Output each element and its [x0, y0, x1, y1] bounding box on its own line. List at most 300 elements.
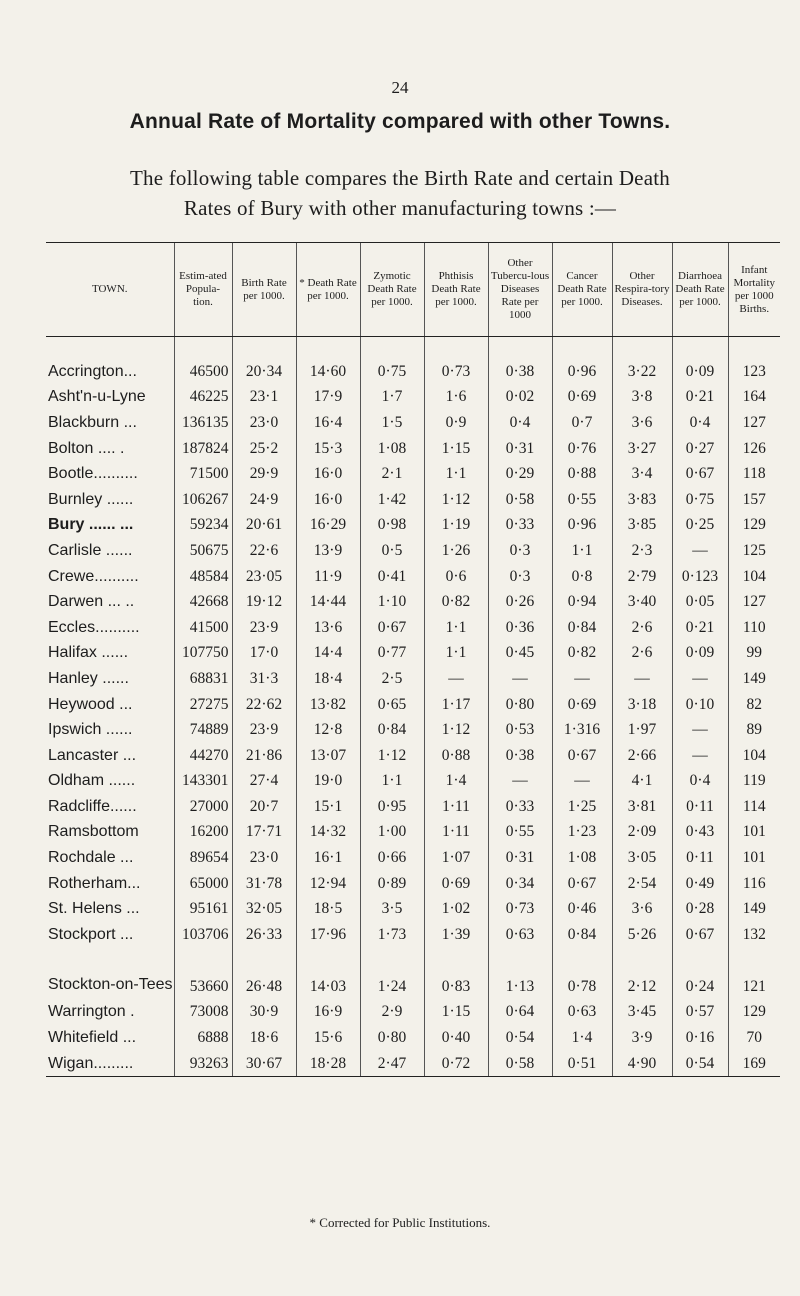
cell-other-tuberculous: 0·33 — [488, 794, 552, 820]
cell-birth-rate: 22·6 — [232, 538, 296, 564]
cell-birth-rate: 20·7 — [232, 794, 296, 820]
cell-cancer: 0·51 — [552, 1051, 612, 1077]
cell-zymotic: 0·89 — [360, 871, 424, 897]
table-row — [46, 461, 780, 487]
cell-phthisis: 0·88 — [424, 743, 488, 769]
cell-infant-mortality: 126 — [728, 436, 780, 462]
col-header-cancer: Cancer Death Rate per 1000. — [552, 243, 612, 337]
cell-infant-mortality: 149 — [728, 666, 780, 692]
cell-phthisis: — — [424, 666, 488, 692]
cell-population: 93263 — [174, 1051, 232, 1077]
cell-cancer: 1·1 — [552, 538, 612, 564]
cell-population: 74889 — [174, 717, 232, 743]
cell-diarrhoea: 0·67 — [672, 922, 728, 948]
cell-zymotic: 1·12 — [360, 743, 424, 769]
cell-cancer: 0·96 — [552, 359, 612, 385]
cell-birth-rate: 24·9 — [232, 487, 296, 513]
cell-other-tuberculous: 0·45 — [488, 641, 552, 667]
cell-phthisis: 0·73 — [424, 359, 488, 385]
cell-town: Blackburn ... — [48, 413, 137, 431]
cell-town: Whitefield ... — [48, 1029, 137, 1047]
cell-diarrhoea: 0·25 — [672, 513, 728, 539]
cell-diarrhoea: 0·4 — [672, 410, 728, 436]
table-row — [46, 820, 780, 846]
table-header-row — [46, 243, 780, 337]
cell-infant-mortality: 121 — [728, 948, 780, 1000]
cell-population: 16200 — [174, 820, 232, 846]
cell-death-rate: 17·9 — [296, 385, 360, 411]
cell-diarrhoea: 0·21 — [672, 385, 728, 411]
cell-population: 68831 — [174, 666, 232, 692]
cell-death-rate: 17·96 — [296, 922, 360, 948]
table-row — [46, 717, 780, 743]
cell-death-rate: 18·4 — [296, 666, 360, 692]
cell-phthisis: 0·6 — [424, 564, 488, 590]
cell-birth-rate: 23·9 — [232, 615, 296, 641]
cell-other-tuberculous: 0·63 — [488, 922, 552, 948]
cell-infant-mortality: 127 — [728, 589, 780, 615]
cell-phthisis: 1·4 — [424, 769, 488, 795]
cell-cancer: 0·69 — [552, 692, 612, 718]
cell-population: 187824 — [174, 436, 232, 462]
cell-infant-mortality: 104 — [728, 564, 780, 590]
cell-death-rate: 18·5 — [296, 896, 360, 922]
cell-zymotic: 2·5 — [360, 666, 424, 692]
cell-death-rate: 15·6 — [296, 1025, 360, 1051]
cell-birth-rate: 22·62 — [232, 692, 296, 718]
cell-birth-rate: 32·05 — [232, 896, 296, 922]
table-row — [46, 513, 780, 539]
table-row — [46, 385, 780, 411]
cell-infant-mortality: 169 — [728, 1051, 780, 1077]
cell-phthisis: 1·15 — [424, 1000, 488, 1026]
cell-population: 103706 — [174, 922, 232, 948]
cell-birth-rate: 18·6 — [232, 1025, 296, 1051]
cell-town: Hanley ...... — [48, 669, 129, 687]
col-header-death-rate: * Death Rate per 1000. — [296, 243, 360, 337]
cell-respiratory: 2·3 — [612, 538, 672, 564]
cell-town: Bury ...... ... — [48, 516, 134, 534]
cell-birth-rate: 30·67 — [232, 1051, 296, 1077]
table-row — [46, 1051, 780, 1077]
cell-other-tuberculous: 0·54 — [488, 1025, 552, 1051]
cell-other-tuberculous: 0·31 — [488, 436, 552, 462]
cell-zymotic: 0·5 — [360, 538, 424, 564]
cell-other-tuberculous: 0·58 — [488, 487, 552, 513]
cell-phthisis: 0·40 — [424, 1025, 488, 1051]
cell-diarrhoea: 0·57 — [672, 1000, 728, 1026]
cell-population: 27000 — [174, 794, 232, 820]
table-row — [46, 845, 780, 871]
cell-phthisis: 1·1 — [424, 461, 488, 487]
cell-zymotic: 2·9 — [360, 1000, 424, 1026]
cell-cancer: 1·23 — [552, 820, 612, 846]
cell-zymotic: 0·80 — [360, 1025, 424, 1051]
col-header-town: TOWN. — [46, 243, 174, 337]
cell-respiratory: 4·1 — [612, 769, 672, 795]
cell-death-rate: 16·4 — [296, 410, 360, 436]
cell-population: 46225 — [174, 385, 232, 411]
cell-population: 27275 — [174, 692, 232, 718]
cell-phthisis: 0·82 — [424, 589, 488, 615]
cell-cancer: 0·84 — [552, 615, 612, 641]
cell-respiratory: 4·90 — [612, 1051, 672, 1077]
table-row — [46, 871, 780, 897]
cell-birth-rate: 31·3 — [232, 666, 296, 692]
table-row — [46, 743, 780, 769]
cell-town: Carlisle ...... — [48, 541, 133, 559]
cell-infant-mortality: 149 — [728, 896, 780, 922]
cell-other-tuberculous: 0·29 — [488, 461, 552, 487]
cell-respiratory: 3·45 — [612, 1000, 672, 1026]
cell-infant-mortality: 114 — [728, 794, 780, 820]
cell-other-tuberculous: 0·4 — [488, 410, 552, 436]
cell-death-rate: 14·44 — [296, 589, 360, 615]
cell-diarrhoea: 0·05 — [672, 589, 728, 615]
cell-cancer: 0·7 — [552, 410, 612, 436]
cell-diarrhoea: 0·54 — [672, 1051, 728, 1077]
col-header-respiratory: Other Respira-tory Diseases. — [612, 243, 672, 337]
cell-respiratory: 3·05 — [612, 845, 672, 871]
cell-zymotic: 1·73 — [360, 922, 424, 948]
col-header-zymotic: Zymotic Death Rate per 1000. — [360, 243, 424, 337]
cell-phthisis: 0·69 — [424, 871, 488, 897]
table-row — [46, 615, 780, 641]
table-row — [46, 564, 780, 590]
cell-cancer: 0·67 — [552, 743, 612, 769]
cell-respiratory: 2·79 — [612, 564, 672, 590]
cell-population: 71500 — [174, 461, 232, 487]
cell-cancer: — — [552, 666, 612, 692]
cell-other-tuberculous: 0·31 — [488, 845, 552, 871]
cell-other-tuberculous: 0·3 — [488, 538, 552, 564]
cell-diarrhoea: 0·75 — [672, 487, 728, 513]
cell-infant-mortality: 123 — [728, 359, 780, 385]
cell-population: 73008 — [174, 1000, 232, 1026]
cell-death-rate: 14·03 — [296, 948, 360, 1000]
cell-cancer: 0·96 — [552, 513, 612, 539]
cell-cancer: 1·316 — [552, 717, 612, 743]
cell-death-rate: 13·9 — [296, 538, 360, 564]
cell-diarrhoea: — — [672, 538, 728, 564]
cell-diarrhoea: 0·21 — [672, 615, 728, 641]
cell-other-tuberculous: 0·36 — [488, 615, 552, 641]
intro-line-1: The following table compares the Birth Rate and certain Death — [130, 166, 670, 190]
cell-death-rate: 15·1 — [296, 794, 360, 820]
cell-other-tuberculous: 0·34 — [488, 871, 552, 897]
cell-infant-mortality: 129 — [728, 1000, 780, 1026]
cell-death-rate: 14·4 — [296, 641, 360, 667]
cell-death-rate: 14·60 — [296, 359, 360, 385]
cell-birth-rate: 23·0 — [232, 845, 296, 871]
cell-other-tuberculous: 0·38 — [488, 743, 552, 769]
cell-town: Ramsbottom — [48, 823, 139, 841]
cell-diarrhoea: 0·10 — [672, 692, 728, 718]
cell-town: Burnley ...... — [48, 490, 134, 508]
cell-other-tuberculous: 1·13 — [488, 948, 552, 1000]
cell-town: Accrington... — [48, 362, 137, 380]
cell-town: Asht'n-u-Lyne — [48, 388, 146, 406]
cell-respiratory: 3·8 — [612, 385, 672, 411]
cell-town: Rotherham... — [48, 874, 141, 892]
cell-town: Bootle.......... — [48, 465, 138, 483]
cell-population: 44270 — [174, 743, 232, 769]
cell-population: 106267 — [174, 487, 232, 513]
cell-diarrhoea: 0·16 — [672, 1025, 728, 1051]
cell-respiratory: 3·81 — [612, 794, 672, 820]
footnote: * Corrected for Public Institutions. — [309, 1215, 491, 1230]
col-header-diarrhoea: Diarrhoea Death Rate per 1000. — [672, 243, 728, 337]
cell-phthisis: 1·11 — [424, 820, 488, 846]
table-row — [46, 589, 780, 615]
cell-birth-rate: 30·9 — [232, 1000, 296, 1026]
cell-phthisis: 0·9 — [424, 410, 488, 436]
cell-infant-mortality: 157 — [728, 487, 780, 513]
table-row — [46, 410, 780, 436]
cell-zymotic: 2·1 — [360, 461, 424, 487]
cell-diarrhoea: 0·28 — [672, 896, 728, 922]
cell-other-tuberculous: — — [488, 666, 552, 692]
cell-cancer: 0·8 — [552, 564, 612, 590]
cell-town: Warrington . — [48, 1003, 135, 1021]
table-row — [46, 641, 780, 667]
cell-cancer: 0·69 — [552, 385, 612, 411]
cell-phthisis: 0·72 — [424, 1051, 488, 1077]
spacer-row — [46, 337, 780, 360]
cell-population: 53660 — [174, 948, 232, 1000]
cell-population: 136135 — [174, 410, 232, 436]
cell-cancer: 1·08 — [552, 845, 612, 871]
cell-zymotic: 0·41 — [360, 564, 424, 590]
table-row — [46, 487, 780, 513]
cell-infant-mortality: 127 — [728, 410, 780, 436]
cell-phthisis: 1·15 — [424, 436, 488, 462]
cell-death-rate: 14·32 — [296, 820, 360, 846]
cell-infant-mortality: 82 — [728, 692, 780, 718]
table-row — [46, 1025, 780, 1051]
cell-cancer: — — [552, 769, 612, 795]
cell-respiratory: 1·97 — [612, 717, 672, 743]
cell-death-rate: 13·6 — [296, 615, 360, 641]
cell-birth-rate: 23·05 — [232, 564, 296, 590]
cell-diarrhoea: 0·11 — [672, 794, 728, 820]
cell-death-rate: 13·07 — [296, 743, 360, 769]
cell-zymotic: 0·65 — [360, 692, 424, 718]
cell-zymotic: 0·67 — [360, 615, 424, 641]
cell-cancer: 0·55 — [552, 487, 612, 513]
cell-birth-rate: 25·2 — [232, 436, 296, 462]
cell-death-rate: 13·82 — [296, 692, 360, 718]
cell-other-tuberculous: 0·64 — [488, 1000, 552, 1026]
cell-other-tuberculous: 0·38 — [488, 359, 552, 385]
cell-infant-mortality: 129 — [728, 513, 780, 539]
cell-zymotic: 1·5 — [360, 410, 424, 436]
cell-cancer: 0·67 — [552, 871, 612, 897]
cell-infant-mortality: 70 — [728, 1025, 780, 1051]
cell-zymotic: 2·47 — [360, 1051, 424, 1077]
cell-phthisis: 1·07 — [424, 845, 488, 871]
cell-birth-rate: 27·4 — [232, 769, 296, 795]
cell-death-rate: 11·9 — [296, 564, 360, 590]
cell-other-tuberculous: 0·3 — [488, 564, 552, 590]
cell-population: 95161 — [174, 896, 232, 922]
cell-birth-rate: 26·48 — [232, 948, 296, 1000]
cell-town: Ipswich ...... — [48, 721, 133, 739]
col-header-birth-rate: Birth Rate per 1000. — [232, 243, 296, 337]
cell-zymotic: 0·66 — [360, 845, 424, 871]
cell-population: 59234 — [174, 513, 232, 539]
cell-respiratory: 2·6 — [612, 641, 672, 667]
cell-cancer: 0·82 — [552, 641, 612, 667]
cell-birth-rate: 19·12 — [232, 589, 296, 615]
cell-diarrhoea: 0·49 — [672, 871, 728, 897]
cell-phthisis: 1·12 — [424, 717, 488, 743]
cell-cancer: 0·94 — [552, 589, 612, 615]
cell-respiratory: 2·09 — [612, 820, 672, 846]
cell-population: 89654 — [174, 845, 232, 871]
cell-town: Darwen ... .. — [48, 593, 135, 611]
cell-town: Lancaster ... — [48, 746, 137, 764]
cell-diarrhoea: — — [672, 717, 728, 743]
cell-phthisis: 1·6 — [424, 385, 488, 411]
cell-respiratory: 2·6 — [612, 615, 672, 641]
cell-birth-rate: 17·71 — [232, 820, 296, 846]
table-row — [46, 922, 780, 948]
cell-diarrhoea: 0·4 — [672, 769, 728, 795]
cell-zymotic: 1·10 — [360, 589, 424, 615]
cell-death-rate: 16·29 — [296, 513, 360, 539]
cell-diarrhoea: 0·67 — [672, 461, 728, 487]
cell-infant-mortality: 118 — [728, 461, 780, 487]
cell-birth-rate: 29·9 — [232, 461, 296, 487]
cell-cancer: 1·4 — [552, 1025, 612, 1051]
table-row — [46, 666, 780, 692]
cell-phthisis: 1·1 — [424, 615, 488, 641]
cell-town: Crewe.......... — [48, 567, 139, 585]
cell-other-tuberculous: 0·53 — [488, 717, 552, 743]
cell-zymotic: 0·98 — [360, 513, 424, 539]
cell-respiratory: 3·6 — [612, 410, 672, 436]
table-row — [46, 794, 780, 820]
cell-respiratory: 3·22 — [612, 359, 672, 385]
cell-town: Oldham ...... — [48, 772, 136, 790]
table-row — [46, 692, 780, 718]
cell-infant-mortality: 89 — [728, 717, 780, 743]
cell-phthisis: 1·17 — [424, 692, 488, 718]
cell-phthisis: 1·11 — [424, 794, 488, 820]
cell-birth-rate: 20·34 — [232, 359, 296, 385]
cell-diarrhoea: 0·27 — [672, 436, 728, 462]
cell-town: Wigan......... — [46, 1051, 174, 1077]
cell-other-tuberculous: 0·73 — [488, 896, 552, 922]
cell-zymotic: 1·1 — [360, 769, 424, 795]
cell-population: 41500 — [174, 615, 232, 641]
cell-diarrhoea: — — [672, 666, 728, 692]
cell-zymotic: 1·7 — [360, 385, 424, 411]
cell-infant-mortality: 125 — [728, 538, 780, 564]
cell-other-tuberculous: 0·26 — [488, 589, 552, 615]
cell-death-rate: 16·9 — [296, 1000, 360, 1026]
cell-death-rate: 16·0 — [296, 487, 360, 513]
cell-respiratory: 2·54 — [612, 871, 672, 897]
table-row — [46, 538, 780, 564]
cell-population: 6888 — [174, 1025, 232, 1051]
col-header-phthisis: Phthisis Death Rate per 1000. — [424, 243, 488, 337]
cell-respiratory: 3·40 — [612, 589, 672, 615]
cell-zymotic: 0·95 — [360, 794, 424, 820]
cell-respiratory: 3·9 — [612, 1025, 672, 1051]
cell-cancer: 0·76 — [552, 436, 612, 462]
cell-infant-mortality: 116 — [728, 871, 780, 897]
cell-zymotic: 3·5 — [360, 896, 424, 922]
cell-town: Stockport ... — [48, 925, 134, 943]
cell-population: 42668 — [174, 589, 232, 615]
cell-other-tuberculous: 0·02 — [488, 385, 552, 411]
cell-diarrhoea: 0·09 — [672, 641, 728, 667]
cell-town: Stockton-on-Tees — [48, 975, 173, 993]
cell-cancer: 0·84 — [552, 922, 612, 948]
cell-town: St. Helens ... — [48, 900, 140, 918]
cell-birth-rate: 23·9 — [232, 717, 296, 743]
cell-respiratory: 3·27 — [612, 436, 672, 462]
cell-respiratory: 5·26 — [612, 922, 672, 948]
cell-respiratory: 2·12 — [612, 948, 672, 1000]
cell-phthisis: 1·1 — [424, 641, 488, 667]
cell-respiratory: 3·85 — [612, 513, 672, 539]
cell-infant-mortality: 99 — [728, 641, 780, 667]
cell-phthisis: 1·02 — [424, 896, 488, 922]
page-title: Annual Rate of Mortality compared with other Towns. — [129, 110, 671, 133]
cell-infant-mortality: 164 — [728, 385, 780, 411]
cell-diarrhoea: 0·24 — [672, 948, 728, 1000]
cell-other-tuberculous: 0·55 — [488, 820, 552, 846]
cell-infant-mortality: 110 — [728, 615, 780, 641]
cell-infant-mortality: 104 — [728, 743, 780, 769]
cell-zymotic: 1·00 — [360, 820, 424, 846]
cell-cancer: 0·46 — [552, 896, 612, 922]
cell-birth-rate: 31·78 — [232, 871, 296, 897]
table-row — [46, 769, 780, 795]
cell-other-tuberculous: 0·33 — [488, 513, 552, 539]
cell-death-rate: 19·0 — [296, 769, 360, 795]
cell-town: Rochdale ... — [48, 849, 134, 867]
cell-population: 46500 — [174, 359, 232, 385]
cell-respiratory: 3·18 — [612, 692, 672, 718]
cell-infant-mortality: 132 — [728, 922, 780, 948]
cell-phthisis: 1·12 — [424, 487, 488, 513]
cell-cancer: 0·88 — [552, 461, 612, 487]
cell-respiratory: 3·4 — [612, 461, 672, 487]
cell-death-rate: 16·0 — [296, 461, 360, 487]
cell-respiratory: 3·83 — [612, 487, 672, 513]
cell-respiratory: 2·66 — [612, 743, 672, 769]
cell-respiratory: 3·6 — [612, 896, 672, 922]
table-row — [46, 436, 780, 462]
cell-phthisis: 1·26 — [424, 538, 488, 564]
cell-zymotic: 0·77 — [360, 641, 424, 667]
cell-population: 50675 — [174, 538, 232, 564]
cell-zymotic: 1·24 — [360, 948, 424, 1000]
cell-town: Heywood ... — [48, 695, 133, 713]
cell-population: 143301 — [174, 769, 232, 795]
cell-birth-rate: 23·0 — [232, 410, 296, 436]
cell-population: 65000 — [174, 871, 232, 897]
table-row — [46, 948, 780, 1000]
cell-cancer: 0·63 — [552, 1000, 612, 1026]
cell-town: Eccles.......... — [48, 618, 140, 636]
cell-birth-rate: 20·61 — [232, 513, 296, 539]
cell-other-tuberculous: 0·80 — [488, 692, 552, 718]
